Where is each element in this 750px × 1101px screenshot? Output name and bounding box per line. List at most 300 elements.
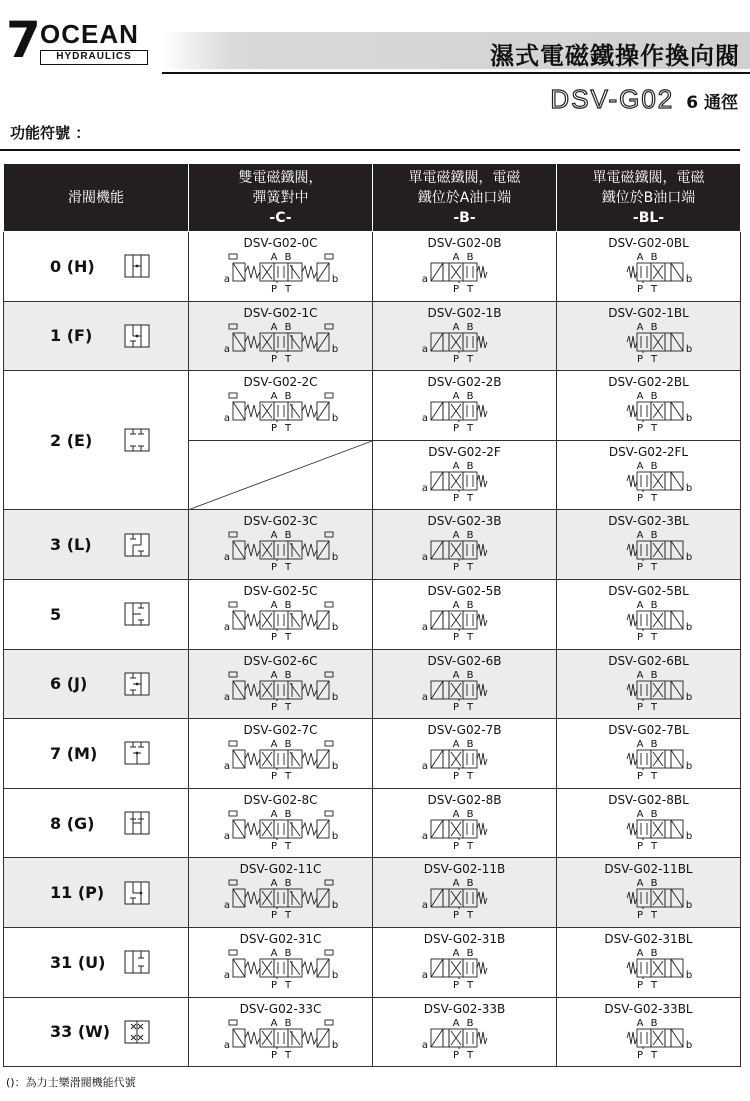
svg-text:b: b: [331, 343, 338, 355]
svg-text:P: P: [636, 562, 643, 573]
svg-text:B: B: [650, 321, 657, 333]
table-row: [4, 579, 741, 649]
valve-cell: [557, 301, 741, 371]
svg-text:a: a: [421, 621, 428, 633]
svg-text:P: P: [270, 423, 277, 434]
valve-cell: [557, 579, 741, 649]
function-label: 2 (E): [50, 430, 93, 450]
svg-text:T: T: [284, 771, 291, 782]
empty-cell: [189, 440, 373, 510]
svg-text:b: b: [331, 900, 338, 912]
valve-symbol-icon: [221, 528, 341, 572]
function-cell: [4, 371, 189, 510]
svg-text:A: A: [270, 1017, 277, 1029]
valve-cell: [373, 579, 557, 649]
svg-text:a: a: [223, 691, 230, 703]
svg-text:a: a: [223, 900, 230, 912]
valve-cell: [557, 997, 741, 1067]
page-title: 濕式電磁鐵操作換向閥: [490, 42, 740, 70]
valve-cell: [189, 301, 373, 371]
col-header-line2: 鐵位於A油口端: [417, 189, 512, 206]
valve-cell: [189, 927, 373, 997]
valve-cell: [189, 371, 373, 441]
function-label: 8 (G): [50, 813, 95, 833]
svg-text:P: P: [270, 353, 277, 364]
svg-text:P: P: [636, 423, 643, 434]
svg-text:A: A: [636, 321, 643, 333]
svg-text:P: P: [636, 979, 643, 990]
svg-text:a: a: [223, 413, 230, 425]
svg-text:b: b: [331, 830, 338, 842]
col-header-code: -B-: [453, 209, 476, 226]
function-cell: [4, 719, 189, 789]
section-rule: [0, 149, 740, 151]
function-cell: [4, 788, 189, 858]
svg-text:B: B: [284, 599, 291, 611]
svg-text:T: T: [466, 284, 473, 294]
svg-text:P: P: [270, 840, 277, 851]
svg-text:B: B: [284, 252, 291, 263]
svg-text:B: B: [650, 599, 657, 611]
valve-symbol-icon: [221, 320, 341, 364]
svg-text:B: B: [284, 391, 291, 403]
svg-text:b: b: [685, 1039, 692, 1051]
svg-text:P: P: [452, 1049, 459, 1060]
svg-text:P: P: [452, 562, 459, 573]
valve-symbol-icon: [589, 737, 709, 781]
valve-cell: [189, 510, 373, 580]
function-label: 0 (H): [50, 256, 95, 276]
valve-cell: [189, 232, 373, 302]
valve-symbol-icon: [589, 668, 709, 712]
function-cell: [4, 649, 189, 719]
svg-text:P: P: [452, 771, 459, 782]
svg-text:a: a: [421, 830, 428, 842]
svg-text:T: T: [650, 284, 657, 294]
valve-cell: [373, 232, 557, 302]
function-cell: [4, 858, 189, 928]
valve-symbol-icon: [221, 598, 341, 642]
valve-model-name: DSV-G02-7C: [243, 723, 318, 738]
valve-symbol-icon: [589, 459, 709, 503]
col-header-1: [189, 164, 373, 232]
svg-text:b: b: [685, 830, 692, 842]
svg-text:b: b: [331, 274, 338, 285]
svg-text:b: b: [685, 552, 692, 564]
svg-text:A: A: [270, 599, 277, 611]
function-symbol-icon: [124, 428, 150, 452]
table-row: [4, 858, 741, 928]
svg-text:B: B: [650, 878, 657, 890]
svg-text:T: T: [650, 1049, 657, 1060]
svg-text:B: B: [650, 947, 657, 959]
svg-text:P: P: [452, 979, 459, 990]
valve-symbol-icon: [405, 946, 525, 990]
function-cell: [4, 301, 189, 371]
valve-symbol-icon: [405, 389, 525, 433]
svg-text:T: T: [284, 979, 291, 990]
svg-text:b: b: [685, 900, 692, 912]
svg-text:a: a: [223, 621, 230, 633]
svg-text:P: P: [636, 284, 643, 294]
svg-text:T: T: [466, 562, 473, 573]
valve-model-name: DSV-G02-31BL: [604, 931, 693, 946]
svg-text:A: A: [636, 739, 643, 751]
svg-text:b: b: [685, 413, 692, 425]
function-symbol-icon: [124, 254, 150, 278]
svg-text:a: a: [421, 343, 428, 355]
svg-text:b: b: [331, 552, 338, 564]
svg-text:b: b: [685, 761, 692, 773]
function-label: 31 (U): [50, 952, 106, 972]
valve-model-name: DSV-G02-7B: [427, 723, 502, 738]
svg-text:P: P: [270, 910, 277, 921]
svg-text:T: T: [466, 631, 473, 642]
valve-symbol-icon: [405, 320, 525, 364]
svg-text:T: T: [284, 840, 291, 851]
valve-cell: [189, 649, 373, 719]
svg-text:P: P: [452, 631, 459, 642]
svg-text:P: P: [270, 979, 277, 990]
function-symbol-icon: [124, 741, 150, 765]
svg-text:T: T: [284, 631, 291, 642]
valve-cell: [557, 858, 741, 928]
svg-text:A: A: [270, 530, 277, 542]
valve-symbol-icon: [589, 807, 709, 851]
svg-text:P: P: [452, 423, 459, 434]
valve-model-name: DSV-G02-0BL: [608, 236, 689, 250]
valve-cell: [189, 719, 373, 789]
valve-symbol-icon: [589, 1016, 709, 1060]
svg-text:B: B: [284, 878, 291, 890]
valve-symbol-icon: [405, 737, 525, 781]
svg-text:T: T: [650, 353, 657, 364]
function-cell: [4, 927, 189, 997]
valve-cell: [373, 997, 557, 1067]
valve-model-name: DSV-G02-3B: [427, 514, 502, 529]
valve-symbol-icon: [221, 807, 341, 851]
valve-cell: [373, 649, 557, 719]
valve-model-name: DSV-G02-11C: [239, 862, 322, 877]
valve-model-name: DSV-G02-8C: [243, 792, 318, 807]
svg-text:B: B: [284, 808, 291, 820]
svg-text:B: B: [284, 669, 291, 681]
svg-text:T: T: [650, 492, 657, 503]
svg-text:T: T: [284, 562, 291, 573]
svg-text:A: A: [270, 808, 277, 820]
svg-text:a: a: [223, 830, 230, 842]
valve-model-name: DSV-G02-11BL: [604, 862, 693, 877]
svg-text:a: a: [223, 761, 230, 773]
function-table: [3, 163, 741, 1067]
table-row: [4, 927, 741, 997]
svg-text:T: T: [466, 979, 473, 990]
svg-text:P: P: [452, 701, 459, 712]
svg-text:B: B: [466, 947, 473, 959]
valve-cell: [557, 232, 741, 302]
valve-symbol-icon: [221, 876, 341, 920]
svg-text:a: a: [223, 274, 230, 285]
svg-text:T: T: [466, 1049, 473, 1060]
svg-text:B: B: [466, 599, 473, 611]
function-symbol-icon: [124, 811, 150, 835]
svg-text:T: T: [650, 979, 657, 990]
svg-text:T: T: [284, 353, 291, 364]
svg-text:b: b: [331, 413, 338, 425]
svg-text:T: T: [284, 701, 291, 712]
svg-text:b: b: [685, 969, 692, 981]
svg-text:A: A: [270, 739, 277, 751]
valve-cell: [189, 997, 373, 1067]
valve-model-name: DSV-G02-1B: [427, 305, 502, 320]
valve-model-name: DSV-G02-5B: [427, 583, 502, 598]
svg-text:a: a: [421, 1039, 428, 1051]
svg-text:B: B: [466, 252, 473, 263]
svg-text:a: a: [223, 552, 230, 564]
table-row: [4, 232, 741, 302]
col-header-0: [4, 164, 189, 232]
function-label: 3 (L): [50, 535, 92, 555]
svg-text:B: B: [284, 947, 291, 959]
section-label: 功能符號 ：: [10, 124, 91, 142]
svg-text:P: P: [636, 840, 643, 851]
valve-model-name: DSV-G02-2BL: [608, 375, 689, 390]
svg-text:P: P: [270, 771, 277, 782]
svg-text:B: B: [466, 878, 473, 890]
valve-model-name: DSV-G02-6BL: [608, 653, 689, 668]
svg-text:A: A: [452, 252, 459, 263]
svg-text:a: a: [223, 343, 230, 355]
valve-model-name: DSV-G02-2B: [427, 375, 502, 390]
svg-text:P: P: [270, 701, 277, 712]
logo-subtitle: HYDRAULICS: [40, 50, 148, 65]
valve-model-name: DSV-G02-1BL: [608, 305, 689, 320]
valve-symbol-icon: [405, 668, 525, 712]
valve-symbol-icon: [589, 250, 709, 294]
svg-text:T: T: [466, 423, 473, 434]
svg-text:A: A: [636, 252, 643, 263]
col-header-2: [373, 164, 557, 232]
valve-symbol-icon: [221, 389, 341, 433]
svg-text:P: P: [636, 910, 643, 921]
svg-text:A: A: [452, 669, 459, 681]
svg-text:B: B: [466, 669, 473, 681]
svg-text:a: a: [421, 691, 428, 703]
svg-text:T: T: [650, 701, 657, 712]
svg-text:T: T: [284, 910, 291, 921]
svg-text:P: P: [452, 910, 459, 921]
logo-seven: 7: [6, 11, 41, 69]
valve-symbol-icon: [221, 1016, 341, 1060]
col-header-line1: 雙電磁鐵閥，: [238, 169, 323, 186]
col-header-line1: 單電磁鐵閥，電磁: [592, 169, 705, 186]
function-symbol-icon: [124, 533, 150, 557]
svg-text:B: B: [650, 391, 657, 403]
svg-text:b: b: [685, 691, 692, 703]
svg-text:B: B: [650, 739, 657, 751]
svg-text:b: b: [685, 274, 692, 285]
function-symbol-icon: [124, 324, 150, 348]
svg-text:A: A: [270, 947, 277, 959]
model-line: [550, 84, 738, 115]
svg-text:b: b: [331, 691, 338, 703]
valve-cell: [373, 301, 557, 371]
svg-text:P: P: [636, 353, 643, 364]
valve-model-name: DSV-G02-5BL: [608, 583, 689, 598]
col-header-code: -C-: [269, 209, 292, 226]
valve-model-name: DSV-G02-5C: [243, 583, 318, 598]
valve-cell: [189, 788, 373, 858]
svg-text:B: B: [650, 669, 657, 681]
valve-model-name: DSV-G02-6C: [243, 653, 318, 668]
svg-text:a: a: [421, 900, 428, 912]
valve-model-name: DSV-G02-31C: [239, 931, 322, 946]
svg-text:T: T: [650, 840, 657, 851]
valve-symbol-icon: [221, 250, 341, 294]
valve-symbol-icon: [221, 668, 341, 712]
svg-text:P: P: [452, 492, 459, 503]
svg-text:P: P: [452, 353, 459, 364]
valve-model-name: DSV-G02-33C: [239, 1001, 322, 1016]
function-label: 33 (W): [50, 1022, 111, 1042]
svg-text:P: P: [636, 1049, 643, 1060]
svg-text:T: T: [650, 631, 657, 642]
svg-text:A: A: [270, 252, 277, 263]
svg-text:T: T: [284, 423, 291, 434]
svg-text:A: A: [636, 391, 643, 403]
svg-text:a: a: [421, 969, 428, 981]
valve-symbol-icon: [221, 946, 341, 990]
svg-text:B: B: [466, 460, 473, 472]
footnote: ()：為力士樂滑閥機能代號: [6, 1076, 136, 1089]
function-symbol-icon: [124, 1020, 150, 1044]
svg-text:b: b: [331, 761, 338, 773]
valve-model-name: DSV-G02-2F: [428, 444, 501, 459]
table-row: [4, 719, 741, 789]
svg-text:A: A: [636, 808, 643, 820]
valve-model-name: DSV-G02-7BL: [608, 723, 689, 738]
svg-text:A: A: [636, 530, 643, 542]
valve-cell: [373, 371, 557, 441]
svg-text:P: P: [270, 1049, 277, 1060]
valve-symbol-icon: [405, 528, 525, 572]
valve-symbol-icon: [405, 598, 525, 642]
svg-text:P: P: [270, 631, 277, 642]
function-cell: [4, 510, 189, 580]
svg-text:A: A: [452, 599, 459, 611]
col-header-line1: 滑閥機能: [68, 189, 124, 206]
svg-text:a: a: [223, 1039, 230, 1051]
svg-text:a: a: [421, 761, 428, 773]
svg-text:T: T: [650, 423, 657, 434]
svg-text:P: P: [452, 840, 459, 851]
brand-logo: [6, 11, 146, 69]
function-symbol-icon: [124, 602, 150, 626]
function-label: 5: [50, 604, 62, 624]
svg-text:T: T: [284, 284, 291, 294]
svg-text:B: B: [466, 808, 473, 820]
valve-model-name: DSV-G02-11B: [423, 862, 506, 877]
valve-cell: [373, 927, 557, 997]
valve-cell: [557, 440, 741, 510]
valve-cell: [557, 927, 741, 997]
logo-brand: OCEAN: [40, 19, 139, 49]
valve-model-name: DSV-G02-2C: [243, 375, 318, 390]
svg-text:B: B: [466, 530, 473, 542]
valve-model-name: DSV-G02-33B: [423, 1001, 506, 1016]
function-label: 7 (M): [50, 743, 98, 763]
svg-text:B: B: [650, 460, 657, 472]
valve-model-name: DSV-G02-8BL: [608, 792, 689, 807]
svg-text:A: A: [452, 947, 459, 959]
valve-model-name: DSV-G02-3C: [243, 514, 318, 529]
svg-text:B: B: [284, 739, 291, 751]
svg-text:T: T: [284, 1049, 291, 1060]
function-symbol-icon: [124, 950, 150, 974]
valve-model-name: DSV-G02-31B: [423, 931, 506, 946]
svg-text:T: T: [466, 910, 473, 921]
svg-text:A: A: [452, 808, 459, 820]
svg-text:B: B: [650, 808, 657, 820]
svg-text:A: A: [270, 878, 277, 890]
valve-model-name: DSV-G02-2FL: [608, 444, 689, 459]
svg-text:b: b: [331, 1039, 338, 1051]
svg-text:A: A: [636, 878, 643, 890]
svg-text:A: A: [452, 739, 459, 751]
valve-symbol-icon: [589, 320, 709, 364]
svg-text:a: a: [421, 274, 428, 285]
svg-text:A: A: [636, 947, 643, 959]
valve-cell: [557, 788, 741, 858]
valve-model-name: DSV-G02-0C: [243, 236, 318, 250]
valve-cell: [557, 719, 741, 789]
function-cell: [4, 232, 189, 302]
header-rule: [162, 72, 750, 74]
valve-symbol-icon: [405, 250, 525, 294]
col-header-3: [557, 164, 741, 232]
svg-text:B: B: [284, 1017, 291, 1029]
svg-text:T: T: [466, 701, 473, 712]
valve-symbol-icon: [405, 1016, 525, 1060]
function-label: 11 (P): [50, 883, 105, 903]
svg-text:B: B: [466, 1017, 473, 1029]
svg-text:B: B: [466, 391, 473, 403]
valve-model-name: DSV-G02-6B: [427, 653, 502, 668]
valve-cell: [373, 440, 557, 510]
valve-symbol-icon: [589, 389, 709, 433]
svg-text:a: a: [421, 482, 428, 494]
function-symbol-icon: [124, 881, 150, 905]
valve-cell: [557, 649, 741, 719]
function-symbol-icon: [124, 672, 150, 696]
valve-model-name: DSV-G02-3BL: [608, 514, 689, 529]
svg-text:A: A: [452, 391, 459, 403]
table-row: [4, 510, 741, 580]
svg-text:P: P: [270, 284, 277, 294]
svg-text:T: T: [650, 562, 657, 573]
svg-text:P: P: [270, 562, 277, 573]
svg-text:A: A: [636, 1017, 643, 1029]
svg-text:T: T: [650, 771, 657, 782]
function-label: 1 (F): [50, 326, 93, 346]
svg-text:b: b: [685, 482, 692, 494]
svg-text:b: b: [685, 621, 692, 633]
svg-text:A: A: [270, 321, 277, 333]
valve-cell: [373, 510, 557, 580]
svg-text:P: P: [636, 631, 643, 642]
svg-text:T: T: [466, 771, 473, 782]
svg-text:B: B: [650, 530, 657, 542]
